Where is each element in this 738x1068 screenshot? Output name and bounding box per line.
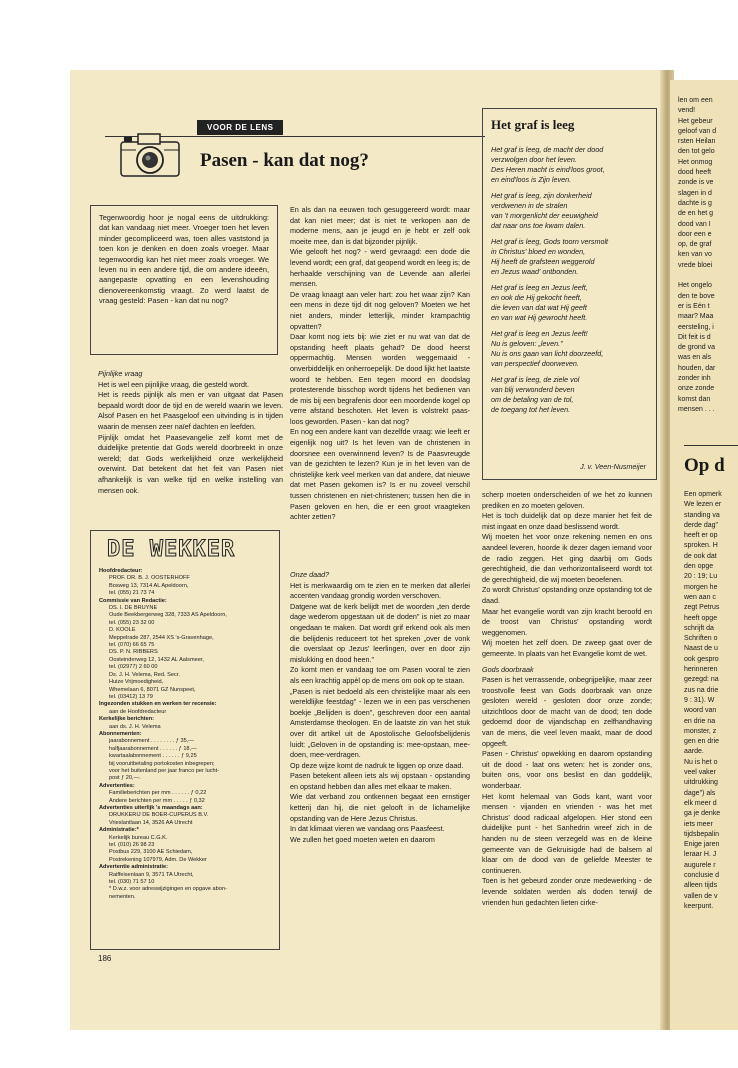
masthead-line: voor het buitenland per jaar franco per lucht- xyxy=(109,767,220,774)
masthead-line: DS. P. N. RIBBERS xyxy=(109,649,158,656)
masthead-line: Abonnementen: xyxy=(99,730,142,737)
facing-page-line: Nu is het o xyxy=(684,758,718,766)
paragraph: Maar het evangelie wordt van zijn kracht beroofd en de troost van Christus' opstanding wordt weggenomen. xyxy=(482,606,652,637)
masthead-line: tel. (070) 66 65 75 xyxy=(109,642,155,649)
facing-page-line: onze zonde xyxy=(678,385,715,393)
paragraph: Wie dat verband zou ontkennen begaat een ernstiger ketterij dan hij, die niet gelooft in de lichamelijke opstanding van de Here Jezus Christus. xyxy=(290,792,470,823)
masthead-line: aan ds. J. H. Velema xyxy=(109,723,161,730)
facing-page-line: heeft opge xyxy=(684,614,718,622)
poem-stanza: Het graf is leeg, de macht der dood verzwolgen door het leven. Des Heren macht is eind'loos groot, en eind'loos is Zijn leven. xyxy=(491,145,605,184)
facing-page-line: tijdsbepalin xyxy=(684,830,720,838)
paragraph: We zullen het goed moeten weten en daarom xyxy=(290,834,435,844)
poem-stanza: Het graf is leeg, zijn donkerheid verdwenen in de stralen van 't morgenlicht der eeuwigheid dat naar ons toe kwam dalen. xyxy=(491,191,598,230)
facing-page-line: schrijft da xyxy=(684,624,714,632)
facing-page-line: 9 : 31). W xyxy=(684,696,715,704)
facing-page-line: standing va xyxy=(684,511,720,519)
masthead-line: Vrieslantlaan 14, 3526 AA Utrecht xyxy=(109,819,193,826)
facing-page-line: We lezen er xyxy=(684,501,722,509)
subheading: Gods doorbraak xyxy=(482,664,534,674)
facing-page xyxy=(670,80,738,1030)
facing-page-line: Een opmerk xyxy=(684,491,722,498)
masthead-line: tel. (055) 23 32 00 xyxy=(109,619,155,626)
column-3 xyxy=(482,490,652,908)
facing-page-line: vend! xyxy=(678,107,696,115)
masthead-line: Kerkelijk bureau C.G.K. xyxy=(109,834,168,841)
facing-page-line: den te bove xyxy=(678,292,715,300)
facing-page-line: dood heeft xyxy=(678,169,712,177)
masthead-line: Bosweg 13, 7314 AL Apeldoorn, xyxy=(109,582,189,589)
facing-page-line: dage") als xyxy=(684,789,716,797)
facing-page-line: den tot gelo xyxy=(678,148,715,156)
facing-page-line: dood van I xyxy=(678,220,711,228)
paragraph: Wij moeten het voor onze rekening nemen en ons aandeel leveren, hoorde ik dezer dagen iemand voor de radio zeggen. Het ging daarbij om Gods gerechtigheid, die dan verhorizontaliseerd wordt tot de gerechtigheid, die wij moeten beoefenen. xyxy=(482,532,652,584)
paragraph: Het is merkwaardig om te zien en te merken dat allerlei accenten vandaag grondig worden verschoven. xyxy=(290,580,470,601)
facing-page-line: monster, z xyxy=(684,727,717,735)
facing-page-line: Het gebeur xyxy=(678,117,713,125)
masthead-line: PROF. DR. B. J. OOSTERHOFF xyxy=(109,575,190,582)
facing-page-line: de grond va xyxy=(678,344,715,352)
masthead-line: Meppelrade 287, 2544 XS 's-Gravenhage, xyxy=(109,634,214,641)
facing-page-line: Enige jaren xyxy=(684,841,720,849)
poem-title: Het graf is leeg xyxy=(491,117,575,132)
facing-page-line: sproken. H xyxy=(684,542,718,550)
masthead-box xyxy=(90,530,280,950)
facing-page-line: 20 : 19; Lu xyxy=(684,573,718,581)
facing-page-line: derde dag" xyxy=(684,521,719,529)
facing-page-line: ga je denke xyxy=(684,810,721,818)
article-title: Pasen - kan dat nog? xyxy=(200,150,369,171)
paragraph: Zo wordt Christus' opstanding onze opstanding tot de daad. xyxy=(482,585,652,605)
masthead-line: jaarabonnement . . . . . . . . ƒ 35,— xyxy=(109,738,194,745)
facing-page-line: len om een xyxy=(678,97,713,104)
facing-page-line: Het onmog xyxy=(678,158,713,166)
facing-page-line: woord van xyxy=(684,707,717,715)
paragraph: Daar komt nog iets bij: wie ziet er nu wat van dat de opstanding heeft plaats gehad? De dood heerst oppermachtig. Mensen worden weggemaaid - onverbiddelijk en onherroepelijk. De dood lijkt het laatste woord te hebben. Een tegen moord en doodslag protesterende bisschop wordt tijdens het bedienen van de mis bij een begrafenis door een moordende kogel op verre afstand beschoten. Het leven is volstrekt paas-loos geworden. Pasen - kan dat nog? xyxy=(290,332,470,426)
masthead-line: Advertentie administratie: xyxy=(99,864,169,871)
poem-stanza: Het graf is leeg, de ziele vol van blij verwonderd beven om de betaling van de tol, de toegang tot het leven. xyxy=(491,375,580,414)
facing-page-line: leraar H. J xyxy=(684,851,717,859)
masthead-line: Andere berichten per mm . . . . . ƒ 0,32 xyxy=(109,797,205,804)
facing-page-line: morgen he xyxy=(684,583,718,591)
poem-stanzas xyxy=(491,145,648,415)
paragraph: Zo komt men er vandaag toe om Pasen vooral te zien als een krachtig appèl op de mens om ook op te staan. xyxy=(290,665,470,685)
camera-icon xyxy=(118,128,184,182)
paragraph: Wij moeten het zelf doen. De zweep gaat over de gemeente. In plaats van het Evangelie komt de wet. xyxy=(482,638,652,658)
facing-page-line: maar? Maa xyxy=(678,313,714,321)
poem-box xyxy=(482,108,657,480)
facing-page-bottom-text xyxy=(684,490,722,912)
paragraph: Het komt helemaal van Gods kant, want voor mensen - vijanden en vrienden - was het met Christus' dood radicaal afgelopen. Hier stond een duidelijke punt - het Sanhedrin wreef zich in de handen nu de steen verzegeld was en de kleine gemeente van de Gekruisigde had de balsem al klaar om de dood van de geliefde Meester te continueren. xyxy=(482,791,652,875)
column-2-continued xyxy=(290,565,470,845)
paragraph: Pijnlijk omdat het Paasevangelie zelf komt met de duidelijke pretentie dat Gods wereld doorbreekt in onze wereld; dat Gods werkelijkheid onze werkelijkheid overwint. Dat betekent dat het feit van Pasen niet afhankelijk is van welke tijd en welke instelling van mensen ook. xyxy=(98,432,283,495)
masthead-line: DS. I. DE BRUYNE xyxy=(109,605,158,612)
masthead-line: Oosteinderweg 12, 1432 AL Aalsmeer, xyxy=(109,656,204,663)
facing-page-line: alleen tijds xyxy=(684,882,718,890)
facing-page-line: uitdrukking xyxy=(684,779,718,787)
masthead-line: Postrekening 107979, Adm. De Wekker xyxy=(109,856,207,863)
paragraph: Pasen betekent alleen iets als wij opstaan - opstanding en opstand hebben dan alles met elkaar te maken. xyxy=(290,771,470,791)
masthead-line: aan de Hoofdredacteur xyxy=(109,708,167,715)
facing-page-line: herinneren xyxy=(684,666,718,674)
facing-page-line: houden, dar xyxy=(678,364,716,372)
masthead-line: Advertenties: xyxy=(99,782,135,789)
facing-page-line: ken van vo xyxy=(678,251,712,259)
facing-page-line: komst dan xyxy=(678,395,711,403)
facing-page-line: vrede bloei xyxy=(678,261,713,269)
masthead-line: Hoofdredacteur: xyxy=(99,568,143,574)
paragraph: De vraag knaagt aan veler hart: zou het waar zijn? Kan een mens in deze tijd dit nog geloven? Moeten we het niet anders, minder letterlijk, minder krampachtig opvatten? xyxy=(290,289,470,331)
facing-page-line: de en het g xyxy=(678,210,714,218)
masthead-line: DRUKKERIJ DE BOER-CUPERUS B.V. xyxy=(109,812,209,819)
masthead-line: D. KOOLE xyxy=(109,627,136,634)
facing-page-line: was en als xyxy=(678,354,712,362)
masthead-line: Ds. J. H. Velema, Red. Secr. xyxy=(109,671,180,678)
facing-page-rule xyxy=(684,445,738,446)
masthead-line: Commissie van Redactie: xyxy=(99,597,167,604)
facing-page-line: door een e xyxy=(678,230,712,238)
facing-page-line: dachte is g xyxy=(678,199,712,207)
facing-page-line: eersteling, i xyxy=(678,323,714,331)
masthead-line: Raiffeisenlaan 9, 3571 TA Utrecht, xyxy=(109,871,194,878)
paragraph: „Pasen is niet bedoeld als een christelijke maar als een wereldlijke feestdag" - lezen we in een pas verschenen boekje „Belijden is doen", geschreven door een aantal Amsterdamse theologen. En de laatste zin van het stuk over dit artikel uit de Apostolische Geloofsbelijdenis luidt: „Geloven in de opstanding is: mee-opstaan, mee-doen, mee-verdragen. xyxy=(290,686,470,760)
masthead-line: Advertenties uiterlijk 's maandags aan: xyxy=(99,805,203,811)
facing-page-line: mensen . . . xyxy=(678,405,715,413)
masthead-line: Administratie:* xyxy=(99,827,139,834)
paragraph: Wie gelooft het nog? - werd gevraagd: een dode die levend wordt; een graf, dat geopend wordt en leeg is; de herhaalde verschijning van de Levende aan allerlei mensen. xyxy=(290,247,470,289)
facing-page-line: zonde is ve xyxy=(678,179,714,187)
section-label: VOOR DE LENS xyxy=(197,120,283,135)
masthead-line: Huize Vrijmoedigheid, xyxy=(109,679,164,686)
paragraph: Pasen is het verrassende, onbegrijpelijke, maar zeer troostvolle feest van Gods doorbraak van onze gesloten wereld - gesloten door onze zonde; uitzichtloos door de macht van de dood; ten dode gedoemd door de vijandschap en zelfhandhaving van de mens, die veel leven maakt, maar de dood opgeeft. xyxy=(482,675,652,748)
masthead-line: kwartaalabonnement . . . . . . ƒ 9,25 xyxy=(109,753,197,760)
paragraph: Op deze wijze komt de nadruk te liggen op onze daad. xyxy=(290,760,464,770)
facing-page-line: conclusie d xyxy=(684,871,720,879)
facing-page-line: er is Eén t xyxy=(678,302,710,310)
paragraph: Datgene wat de kerk belijdt met de woorden „ten derde dage wederom opgestaan uit de doden" is niet zo maar ongedaan te maken. Dat wordt grif erkend ook als men die belijdenis reduceert tot het spreken „over de vonk die overslaat op Jezus' leerlingen, over en door zijn mislukking en dood heen." xyxy=(290,601,470,664)
paragraph: scherp moeten onderscheiden of we het zo kunnen prediken en zo moeten geloven. xyxy=(482,490,652,510)
masthead-line: tel. (055) 21 73 74 xyxy=(109,590,155,597)
subheading: Pijnlijke vraag xyxy=(98,369,143,378)
facing-page-line: op, de graf xyxy=(678,241,712,249)
facing-page-line: Dit feit is d xyxy=(678,333,711,341)
facing-page-title: Op d xyxy=(684,455,725,476)
intro-box xyxy=(90,205,278,355)
masthead-logo: DE WEKKER xyxy=(107,537,236,562)
column-1 xyxy=(98,364,283,496)
facing-page-line: vallen de v xyxy=(684,892,718,900)
masthead-line: Oude Beekbergerweg 328, 7333 AS Apeldoorn, xyxy=(109,612,227,619)
facing-page-line: elk meer d xyxy=(684,799,717,807)
facing-page-line: zegt Petrus xyxy=(684,604,720,612)
facing-page-line: zonder inh xyxy=(678,375,711,383)
facing-page-line: Schriften o xyxy=(684,635,718,643)
masthead-line: tel. (030) 71 57 10 xyxy=(109,879,155,886)
facing-page-line: zus na drie xyxy=(684,686,719,694)
masthead-line: nementen. xyxy=(109,893,136,900)
facing-page-line: slagen in d xyxy=(678,189,712,197)
masthead-line: * D.w.z. voor adreswijzigingen en opgave abon- xyxy=(109,886,227,893)
masthead-line: Postbus 229, 3100 AE Schiedam, xyxy=(109,849,193,856)
paragraph: En als dan na eeuwen toch gesuggereerd wordt: maar dat kan niet meer; dat is niet te verkopen aan de moderne mens, aan je jeugd en je hebt er zelf ook moeite mee, dan is dat bijzonder pijnlijk. xyxy=(290,205,470,246)
masthead-details xyxy=(99,568,271,901)
facing-page-line: den opge xyxy=(684,563,714,571)
paragraph: En nog een andere kant van dezelfde vraag: wie leeft er eigenlijk nog uit? Is het leven van de christenen in doorsnee een overwinnend leven? Is de Paasvreugde van de gezichten te lezen? Kun je in het leven van de christelijke kerk veel merken van dat andere, dat nieuwe dat met Pasen gekomen is? Is er nu zoveel verschil tussen christenen en niet-christenen; tussen hen die in Pasen geloven en hen, die er een groot vraagteken achter zetten? xyxy=(290,427,470,522)
masthead-line: tel. (02977) 2 60 00 xyxy=(109,664,158,671)
poem-stanza: Het graf is leeg en Jezus leeft! Nu is geloven: „leven." Nu is ons gaan van licht doorzeefd, van perspectief doorweven. xyxy=(491,329,604,368)
masthead-line: Whemelaan 6, 8071 GZ Nunspeet, xyxy=(109,686,196,693)
facing-page-line: gezegd: na xyxy=(684,676,719,684)
facing-page-line: veel vaker xyxy=(684,769,716,777)
facing-page-line: aarde. xyxy=(684,748,704,756)
masthead-line: Familieberichten per mm . . . . . . ƒ 0,22 xyxy=(109,790,207,797)
subheading: Onze daad? xyxy=(290,570,330,579)
masthead-line: tel. (03412) 13 79 xyxy=(109,693,153,700)
facing-page-line: wen aan c xyxy=(684,593,716,601)
facing-page-line: ook gespro xyxy=(684,655,719,663)
facing-page-line xyxy=(678,271,716,281)
facing-page-line: de ook dat xyxy=(684,552,717,560)
poem-author: J. v. Veen-Nusmeijer xyxy=(580,462,646,471)
paragraph: Pasen - Christus' opwekking en daarom opstanding uit de dood - laat ons weten: het is zonder ons, buiten ons, voor ons beslist en dan goddelijk, wonderbaar. xyxy=(482,749,652,791)
masthead-line: bij vooruitbetaling portokosten inbegrepen; xyxy=(109,760,215,767)
facing-page-line: Het ongelo xyxy=(678,282,712,290)
page-number: 186 xyxy=(98,954,112,963)
facing-page-line: heeft er op xyxy=(684,532,718,540)
paragraph: In dat klimaat vieren we vandaag ons Paasfeest. xyxy=(290,824,445,834)
masthead-line: Ingezonden stukken en werken ter recensie: xyxy=(99,701,217,708)
masthead-line: halfjaarabonnement . . . . . . ƒ 18,— xyxy=(109,745,197,752)
facing-page-line: geloof van d xyxy=(678,127,717,135)
poem-stanza: Het graf is leeg, Gods toorn versmolt in Christus' bloed en wonden, Hij heeft de grafsteen weggerold en Jezus waad' ontbonden. xyxy=(491,237,609,276)
paragraph: Het is toch duidelijk dat op deze manier het feit de mist ingaat en onze daad beslissend wordt. xyxy=(482,511,652,531)
paragraph: Het is wel een pijnlijke vraag, die gesteld wordt. xyxy=(98,379,250,389)
facing-page-line: Naast de u xyxy=(684,645,718,653)
facing-page-top-text xyxy=(678,96,716,415)
facing-page-line: keerpunt. xyxy=(684,902,714,910)
poem-stanza: Het graf is leeg en Jezus leeft, en ook die Hij gekocht heeft, die leven van dat wat Hij geeft en van wat Hij gewrocht heeft. xyxy=(491,283,588,322)
masthead-line: post ƒ 20,—. xyxy=(109,775,141,782)
facing-page-line: augurele r xyxy=(684,861,716,869)
facing-page-line: gen en drie xyxy=(684,738,720,746)
paragraph: Het is reeds pijnlijk als men er van uitgaat dat Pasen bepaald wordt door de tijd en de wereld waarin we leven. Alsof Pasen en het Paasgeloof een uitvinding is in tijden waarin de mensen zeer naïef dachten en leefden. xyxy=(98,390,283,431)
masthead-line: tel. (010) 26 98 23 xyxy=(109,842,155,849)
masthead-line: Kerkelijke berichten: xyxy=(99,716,155,723)
column-2 xyxy=(290,205,470,523)
facing-page-line: iets meer xyxy=(684,820,713,828)
facing-page-line: rsten Heilan xyxy=(678,138,716,146)
paragraph: Toen is het gebeurd zonder onze medewerking - de levende soldaten werden als doden terwijl de vrienden hun gedachten lieten cirke- xyxy=(482,876,652,907)
intro-text: Tegenwoordig hoor je nogal eens de uitdrukking: dat kan vandaag niet meer. Vroeger toen het leven minder gecompliceerd was, toen alles vaststond ja toen kon je denken en doen zoals vroeger. Maar tegenwoordig kan het niet meer zoals vroeger. We leven nu in een andere tijd, die om andere ideeën, aangepaste opvatting en een levenshouding dienovereenkomstig vraagt. Zo werd laatst de vraag gesteld: Pasen - kan dat nu nog? xyxy=(99,213,269,306)
facing-page-line: en drie na xyxy=(684,717,716,725)
